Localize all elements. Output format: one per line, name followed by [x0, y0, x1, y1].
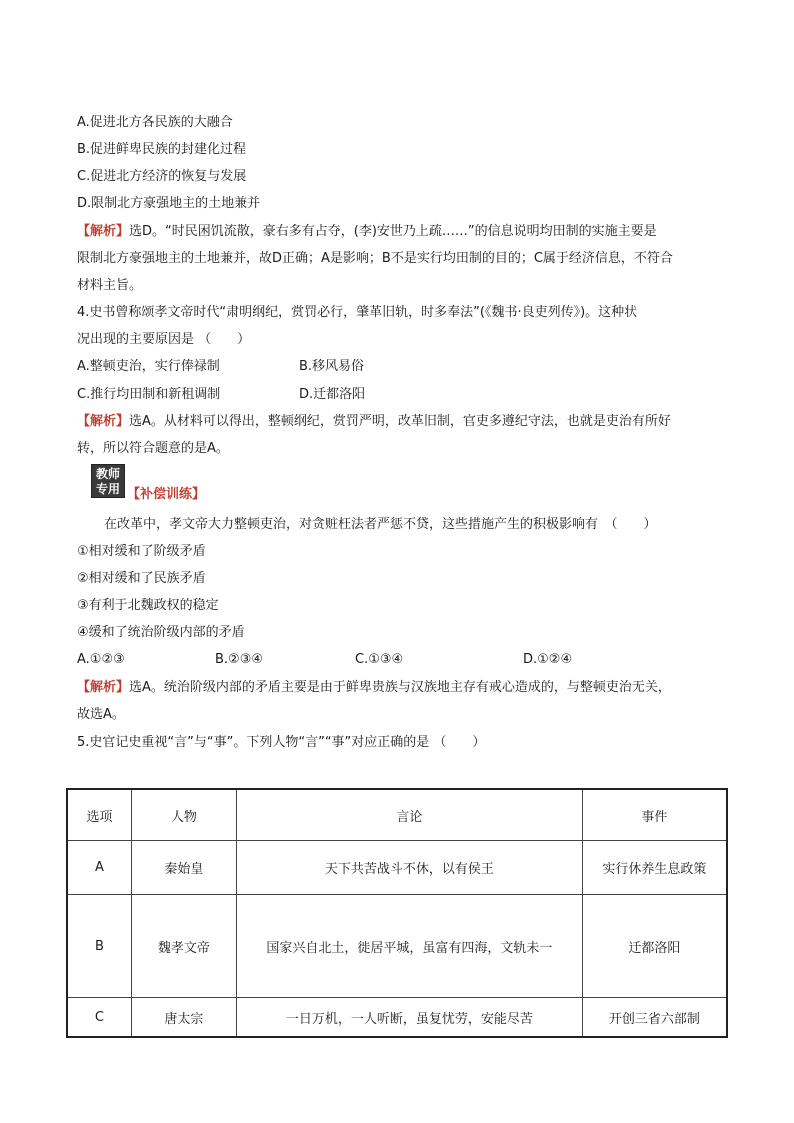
- supplement-item-4: ④缓和了统治阶级内部的矛盾: [77, 625, 245, 640]
- cell-person: 秦始皇: [131, 841, 236, 895]
- supplement-label: 【补偿训练】: [127, 487, 206, 502]
- header-person: 人物: [131, 789, 236, 841]
- table-row: [67, 895, 727, 998]
- cell-event: 实行休养生息政策: [582, 841, 727, 895]
- q3-option-c: C.促进北方经济的恢复与发展: [77, 169, 247, 184]
- header-event: 事件: [582, 789, 727, 841]
- supplement-analysis-line-1: 【解析】选A。统治阶级内部的矛盾主要是由于鲜卑贵族与汉族地主存有戒心造成的，与整顿吏治无关，: [77, 680, 671, 695]
- q4-option-b: B.移风易俗: [299, 359, 365, 374]
- cell-speech: 天下共苦战斗不休，以有侯王: [236, 841, 582, 895]
- q4-analysis-line-1: 【解析】选A。从材料可以得出，整顿纲纪，赏罚严明，改革旧制，官吏多遵纪守法，也就是吏治有所好: [77, 414, 671, 429]
- supplement-analysis-line-2: 故选A。: [77, 707, 125, 722]
- supplement-option-d: D.①②④: [523, 652, 573, 667]
- q4-stem-line-1: 4.史书曾称颂孝文帝时代“肃明纲纪，赏罚必行，肇革旧轨，时多奉法”(《魏书·良吏列传》)。这种状: [77, 305, 638, 320]
- q3-option-d: D.限制北方豪强地主的土地兼并: [77, 196, 261, 211]
- table-row: [67, 841, 727, 895]
- supplement-option-a: A.①②③: [77, 652, 125, 667]
- q4-stem-line-2: 况出现的主要原因是 （ ）: [77, 332, 251, 347]
- q3-analysis-line-3: 材料主旨。: [77, 278, 143, 293]
- cell-event: 迁都洛阳: [582, 895, 727, 998]
- q4-options-row-2: [77, 386, 365, 404]
- header-option: 选项: [67, 789, 131, 841]
- analysis-tag: 【解析】: [77, 680, 130, 695]
- q3-analysis-line-2: 限制北方豪强地主的土地兼并，故D正确；A是影响；B不是实行均田制的目的；C属于经济信息，不符合: [77, 251, 673, 266]
- table-header-row: [67, 789, 727, 841]
- supplement-item-3: ③有利于北魏政权的稳定: [77, 598, 219, 613]
- cell-speech: 国家兴自北土，徙居平城，虽富有四海，文轨未一: [236, 895, 582, 998]
- teacher-only-badge: 教师 专用: [91, 464, 125, 498]
- q4-option-d: D.迁都洛阳: [299, 387, 366, 402]
- supplement-item-2: ②相对缓和了民族矛盾: [77, 571, 206, 586]
- supplement-option-b: B.②③④: [215, 652, 264, 667]
- supplement-stem: 在改革中，孝文帝大力整顿吏治，对贪赃枉法者严惩不贷，这些措施产生的积极影响有 （ ）: [104, 517, 657, 532]
- supplement-item-1: ①相对缓和了阶级矛盾: [77, 544, 206, 559]
- cell-person: 魏孝文帝: [131, 895, 236, 998]
- cell-speech: 一日万机，一人听断，虽复忧劳，安能尽苦: [236, 998, 582, 1038]
- q3-analysis-line-1: 【解析】选D。“时民困饥流散，豪右多有占夺，(李)安世乃上疏……”的信息说明均田制的实施主要是: [77, 224, 657, 239]
- analysis-tag: 【解析】: [77, 224, 130, 239]
- q3-option-b: B.促进鲜卑民族的封建化过程: [77, 142, 247, 157]
- q5-table: [66, 788, 728, 1038]
- cell-option: B: [67, 895, 131, 998]
- q4-option-a: A.整顿吏治，实行俸禄制: [77, 359, 220, 374]
- cell-person: 唐太宗: [131, 998, 236, 1038]
- q3-option-a: A.促进北方各民族的大融合: [77, 115, 233, 130]
- q5-stem: 5.史官记史重视“言”与“事”。下列人物“言”“事”对应正确的是 （ ）: [77, 735, 486, 750]
- table-row: [67, 998, 727, 1038]
- supplement-options: [77, 651, 572, 669]
- q4-analysis-line-2: 转，所以符合题意的是A。: [77, 441, 229, 456]
- header-speech: 言论: [236, 789, 582, 841]
- q4-options-row-1: [77, 358, 364, 376]
- analysis-tag: 【解析】: [77, 414, 130, 429]
- q4-option-c: C.推行均田制和新租调制: [77, 387, 221, 402]
- cell-option: A: [67, 841, 131, 895]
- supplement-option-c: C.①③④: [355, 652, 404, 667]
- cell-option: C: [67, 998, 131, 1038]
- cell-event: 开创三省六部制: [582, 998, 727, 1038]
